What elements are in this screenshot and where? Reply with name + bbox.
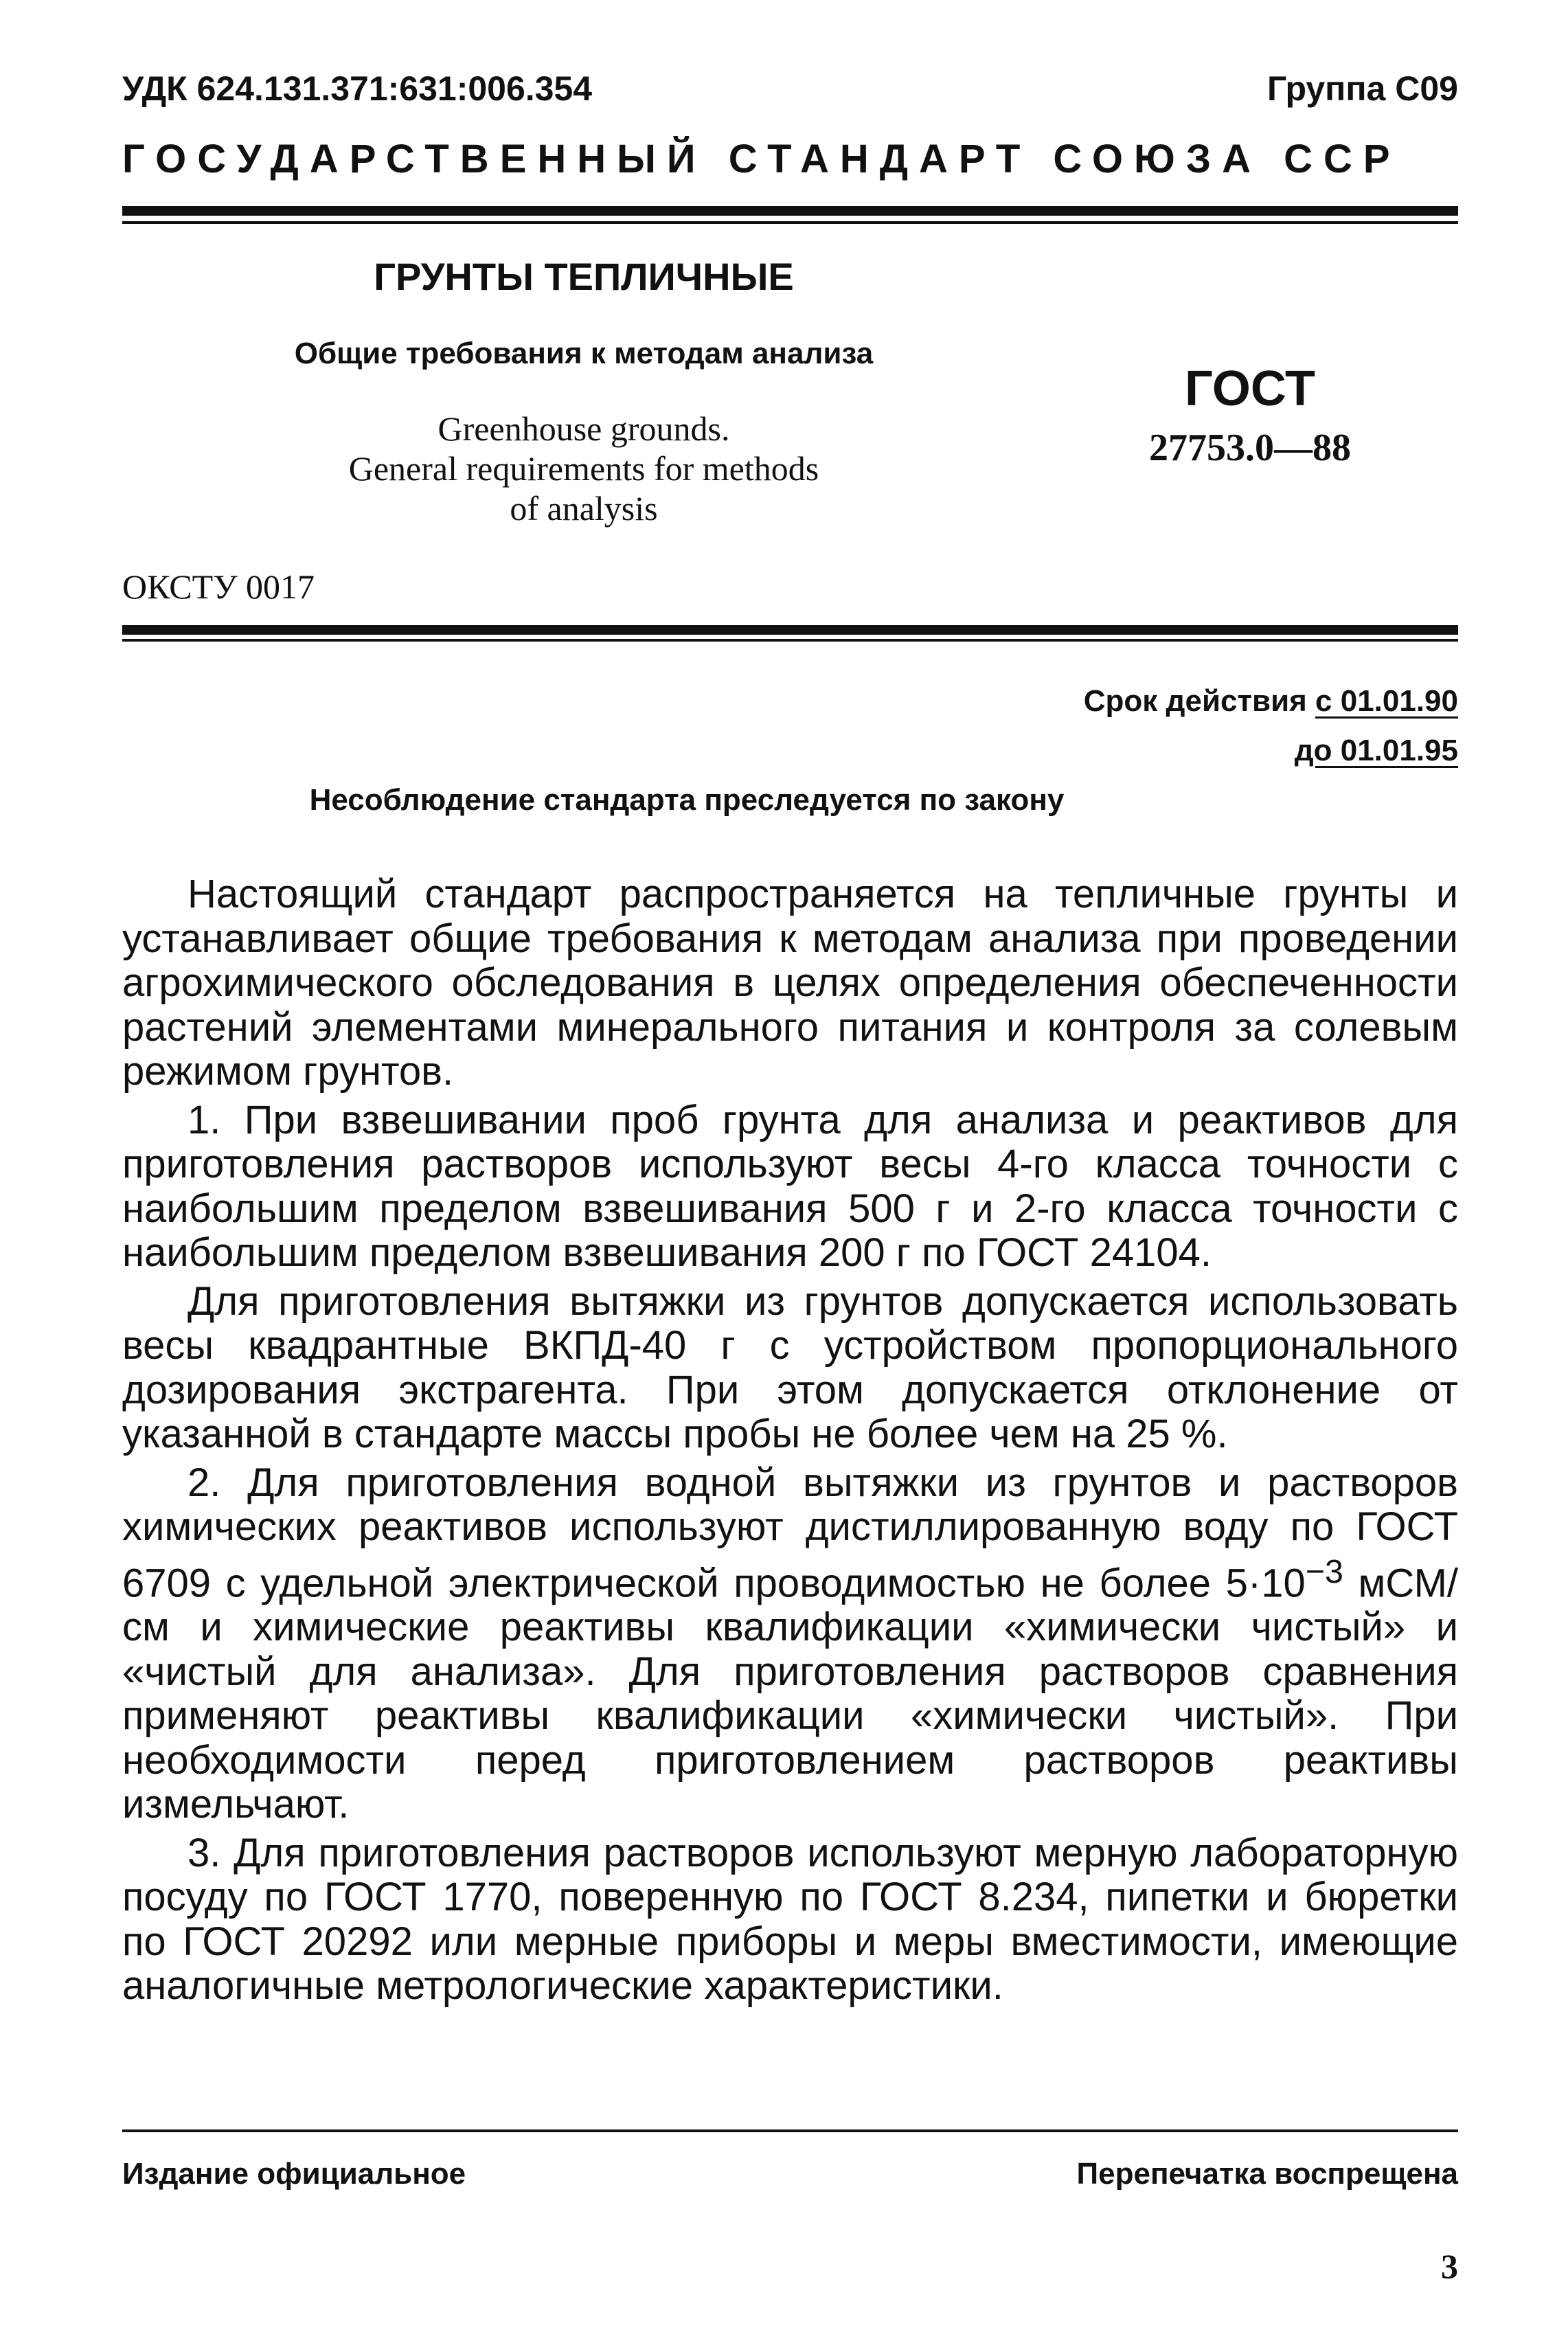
gost-label: ГОСТ — [1184, 361, 1316, 416]
paragraph-1: 1. При взвешивании проб грунта для анализа и реактивов для приготовления растворов используют весы 4-го класса точности с наибольшим пределом взвешивания 500 г и 2-го класса точности с наибольшим пределом взвешивания 200 г по ГОСТ 24104. — [122, 1097, 1458, 1275]
validity-period — [1084, 677, 1458, 776]
validity-from: с 01.01.90 — [1315, 684, 1458, 718]
middle-divider-thick — [122, 625, 1458, 635]
validity-from-line — [1084, 677, 1458, 726]
law-notice: Несоблюдение стандарта преследуется по закону — [309, 783, 1065, 817]
validity-to-line — [1084, 726, 1458, 776]
exponent: −3 — [1305, 1552, 1343, 1590]
top-divider-thin — [122, 221, 1458, 224]
english-title-line-3: of analysis — [510, 489, 658, 528]
udk-code: УДК 624.131.371:631:006.354 — [122, 69, 593, 108]
edition-note: Издание официальное — [122, 2157, 466, 2191]
paragraph-2-start: 2. Для приготовления водной вытяжки из грунтов и растворов химических реактивов используют дистиллированную воду по ГОСТ 6709 с удельной электрической проводимостью не более 5·10 — [122, 1460, 1458, 1605]
validity-to: до 01.01.95 — [1294, 734, 1458, 767]
paragraph-1-note: Для приготовления вытяжки из грунтов допускается использовать весы квадрантные ВКПД-40 г с устройством пропорционального дозирования экстрагента. При этом допускается отклонение от указанной в стандарте массы пробы не более чем на 25 %. — [122, 1278, 1458, 1456]
paragraph-2 — [122, 1461, 1458, 1827]
body-text — [122, 872, 1458, 2013]
english-title-line-1: Greenhouse grounds. — [438, 409, 730, 448]
group-code: Группа С09 — [1267, 69, 1458, 108]
middle-divider-thin — [122, 639, 1458, 642]
top-divider-thick — [122, 206, 1458, 216]
reprint-note: Перепечатка воспрещена — [1076, 2157, 1458, 2191]
paragraph-3: 3. Для приготовления растворов используют мерную лабораторную посуду по ГОСТ 1770, поверенную по ГОСТ 8.234, пипетки и бюретки по ГОСТ 20292 или мерные приборы и меры вместимости, имеющие аналогичные метрологические характеристики. — [122, 1830, 1458, 2009]
okstu-code: ОКСТУ 0017 — [122, 567, 315, 606]
state-standard-heading: ГОСУДАРСТВЕННЫЙ СТАНДАРТ СОЮЗА ССР — [122, 137, 1401, 181]
footer-divider — [122, 2129, 1458, 2132]
document-title: ГРУНТЫ ТЕПЛИЧНЫЕ — [374, 255, 794, 298]
paragraph-2-end: мСМ/см и химические реактивы квалификации «химически чистый» и «чистый для анализа». Для приготовления растворов сравнения применяют реактивы квалификации «химически чистый». При необходимости перед приготовлением растворов реактивы измельчают. — [122, 1560, 1459, 1827]
english-title — [261, 409, 907, 528]
paragraph-intro: Настоящий стандарт распространяется на тепличные грунты и устанавливает общие требования к методам анализа при проведении агрохимического обследования в целях определения обеспеченности растений элементами минерального питания и контроля за солевым режимом грунтов. — [122, 872, 1458, 1094]
page-number: 3 — [1441, 2247, 1458, 2285]
english-title-line-2: General requirements for methods — [348, 449, 819, 488]
gost-number: 27753.0—88 — [1149, 427, 1351, 469]
validity-label: Срок действия — [1083, 684, 1307, 718]
document-subtitle: Общие требования к методам анализа — [294, 337, 874, 370]
